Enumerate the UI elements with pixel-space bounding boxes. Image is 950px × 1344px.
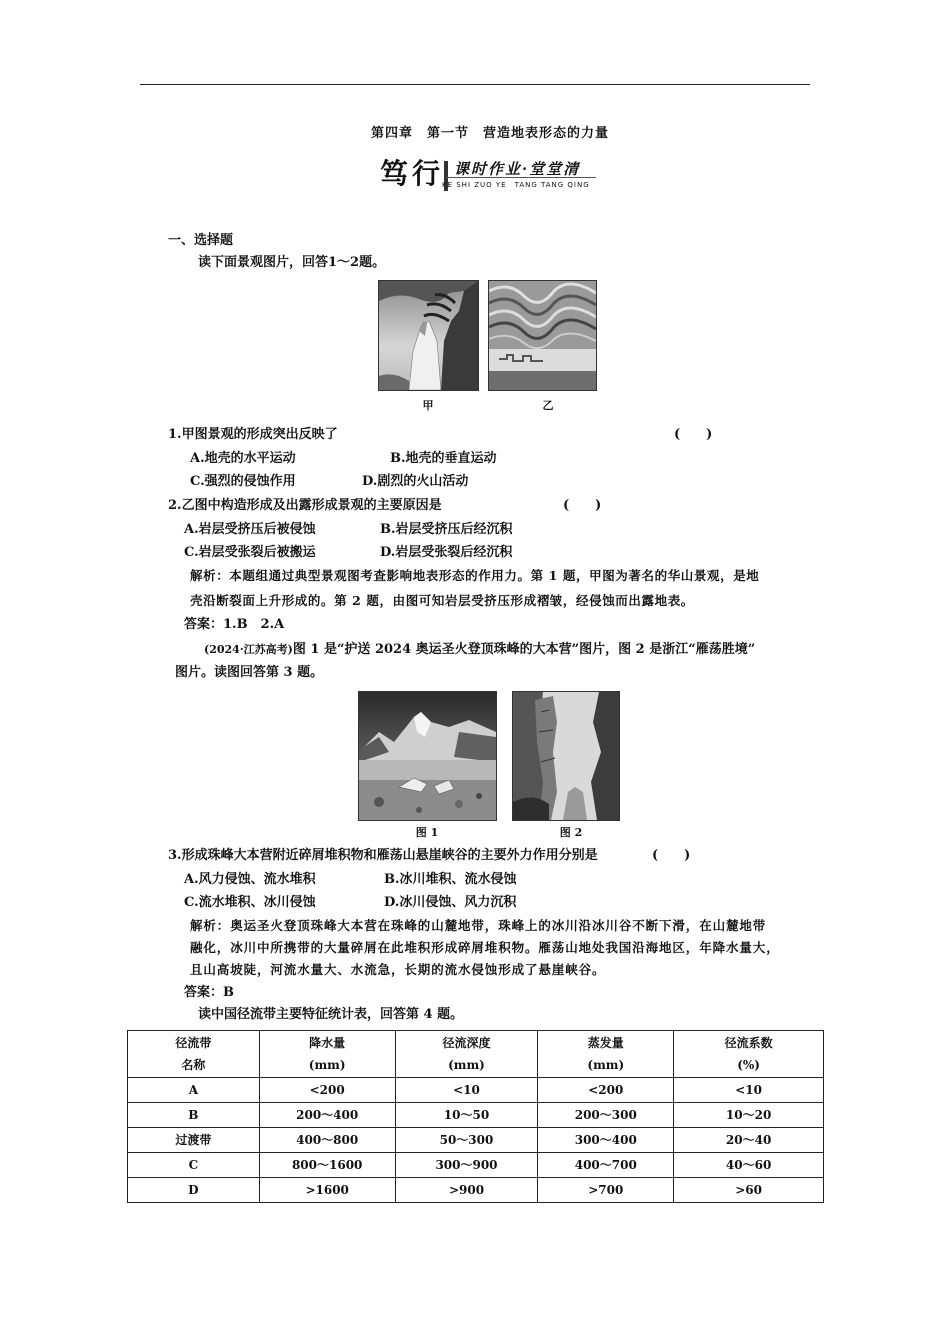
table-cell: 300～400 bbox=[538, 1128, 674, 1153]
q1-bracket: ( ) bbox=[674, 427, 713, 442]
photo-jia-drawing bbox=[379, 281, 478, 390]
header-cell bbox=[259, 1031, 395, 1078]
photo-yi bbox=[488, 280, 597, 391]
header-cell bbox=[674, 1031, 824, 1078]
q3-option-c[interactable]: C.流水堆积、冰川侵蚀 bbox=[184, 895, 316, 910]
header-line: 名称 bbox=[181, 1058, 206, 1072]
q2-stem: 2.乙图中构造形成及出露形成景观的主要原因是 bbox=[168, 498, 442, 513]
table-row bbox=[128, 1103, 824, 1128]
table-cell: 20～40 bbox=[674, 1128, 824, 1153]
logo-main-text: 笃行 bbox=[380, 157, 445, 190]
table-cell: <10 bbox=[395, 1078, 538, 1103]
q3-bracket: ( ) bbox=[652, 848, 691, 863]
table-cell: 50～300 bbox=[395, 1128, 538, 1153]
table-cell: A bbox=[128, 1078, 260, 1103]
analysis-3-line-3: 且山高坡陡，河流水量大、水流急，长期的流水侵蚀形成了悬崖峡谷。 bbox=[190, 962, 606, 977]
table-cell: 300～900 bbox=[395, 1153, 538, 1178]
table-cell: 200～400 bbox=[259, 1103, 395, 1128]
table-cell: >60 bbox=[674, 1178, 824, 1203]
photo-fig2-drawing bbox=[513, 692, 619, 820]
q2-option-c[interactable]: C.岩层受张裂后被搬运 bbox=[184, 545, 316, 560]
table-row bbox=[128, 1078, 824, 1103]
photo-jia bbox=[378, 280, 479, 391]
header-line: (mm) bbox=[587, 1058, 625, 1072]
intro-q4: 读中国径流带主要特征统计表，回答第 4 题。 bbox=[198, 1007, 464, 1022]
table-cell: <200 bbox=[538, 1078, 674, 1103]
table-cell: 40～60 bbox=[674, 1153, 824, 1178]
q2-option-d[interactable]: D.岩层受张裂后经沉积 bbox=[380, 545, 513, 560]
answer-3: 答案：B bbox=[184, 985, 234, 1000]
table-row bbox=[128, 1153, 824, 1178]
table-cell: >1600 bbox=[259, 1178, 395, 1203]
top-rule bbox=[140, 84, 810, 85]
header-cell bbox=[395, 1031, 538, 1078]
photo-fig1 bbox=[358, 691, 497, 821]
table-cell: D bbox=[128, 1178, 260, 1203]
header-line: 径流深度 bbox=[442, 1036, 491, 1050]
table-cell: 200～300 bbox=[538, 1103, 674, 1128]
caption-fig1: 图 1 bbox=[415, 826, 439, 839]
q2-bracket: ( ) bbox=[563, 498, 602, 513]
source-tag: (2024·江苏高考) bbox=[204, 643, 293, 656]
q1-stem: 1.甲图景观的形成突出反映了 bbox=[168, 427, 338, 442]
table-cell: >900 bbox=[395, 1178, 538, 1203]
table-cell: 10～50 bbox=[395, 1103, 538, 1128]
runoff-zone-table bbox=[127, 1030, 824, 1203]
table-header-row bbox=[128, 1031, 824, 1078]
q3-option-b[interactable]: B.冰川堆积、流水侵蚀 bbox=[384, 872, 517, 887]
analysis-3-line-2: 融化，冰川中所携带的大量碎屑在此堆积形成碎屑堆积物。雁荡山地处我国沿海地区，年降水量大， bbox=[190, 940, 780, 955]
table-cell: C bbox=[128, 1153, 260, 1178]
q1-option-d[interactable]: D.剧烈的火山活动 bbox=[362, 474, 469, 489]
analysis-3-line-1: 解析：奥运圣火登顶珠峰大本营在珠峰的山麓地带，珠峰上的冰川沿冰川谷不断下滑，在山麓地带 bbox=[190, 918, 767, 933]
table-cell: 10～20 bbox=[674, 1103, 824, 1128]
photo-fig1-drawing bbox=[359, 692, 496, 820]
logo-sub-text: 课时作业·堂堂清 bbox=[454, 160, 581, 178]
q1-option-a[interactable]: A.地壳的水平运动 bbox=[190, 451, 296, 466]
table-cell: 800～1600 bbox=[259, 1153, 395, 1178]
intro-q3-line-1 bbox=[204, 641, 755, 659]
q2-option-a[interactable]: A.岩层受挤压后被侵蚀 bbox=[184, 522, 316, 537]
header-line: (%) bbox=[737, 1058, 760, 1072]
intro-q1-2: 读下面景观图片，回答1～2题。 bbox=[198, 255, 386, 270]
header-line: 径流系数 bbox=[724, 1036, 773, 1050]
table-cell: >700 bbox=[538, 1178, 674, 1203]
logo bbox=[380, 155, 610, 195]
photo-yi-drawing bbox=[489, 281, 596, 390]
caption-fig2: 图 2 bbox=[559, 826, 583, 839]
intro-q3-line-2: 图片。读图回答第 3 题。 bbox=[175, 665, 324, 680]
q3-option-a[interactable]: A.风力侵蚀、流水堆积 bbox=[184, 872, 316, 887]
photo-fig2 bbox=[512, 691, 620, 821]
table-cell: <10 bbox=[674, 1078, 824, 1103]
header-line: (mm) bbox=[308, 1058, 346, 1072]
table-cell: <200 bbox=[259, 1078, 395, 1103]
header-line: 蒸发量 bbox=[587, 1036, 624, 1050]
page-title: 第四章 第一节 营造地表形态的力量 bbox=[370, 126, 609, 141]
header-line: 降水量 bbox=[309, 1036, 346, 1050]
analysis-1-line-2: 壳沿断裂面上升形成的。第 2 题，由图可知岩层受挤压形成褶皱，经侵蚀而出露地表。 bbox=[190, 593, 694, 608]
logo-underline bbox=[446, 177, 596, 178]
q1-option-b[interactable]: B.地壳的垂直运动 bbox=[390, 451, 497, 466]
header-cell bbox=[128, 1031, 260, 1078]
table-row bbox=[128, 1178, 824, 1203]
caption-yi: 乙 bbox=[542, 399, 554, 412]
section-heading: 一、选择题 bbox=[168, 233, 234, 248]
answer-1-2: 答案：1.B 2.A bbox=[184, 617, 285, 632]
table-cell: B bbox=[128, 1103, 260, 1128]
header-line: 径流带 bbox=[175, 1036, 212, 1050]
logo-pinyin: KE SHI ZUO YE TANG TANG QING bbox=[442, 181, 590, 189]
q3-option-d[interactable]: D.冰川侵蚀、风力沉积 bbox=[384, 895, 517, 910]
table-cell: 过渡带 bbox=[128, 1128, 260, 1153]
q1-option-c[interactable]: C.强烈的侵蚀作用 bbox=[190, 474, 296, 489]
q2-option-b[interactable]: B.岩层受挤压后经沉积 bbox=[380, 522, 513, 537]
table-cell: 400～800 bbox=[259, 1128, 395, 1153]
caption-jia: 甲 bbox=[422, 399, 434, 412]
q3-stem: 3.形成珠峰大本营附近碎屑堆积物和雁荡山悬崖峡谷的主要外力作用分别是 bbox=[168, 848, 598, 863]
header-line: (mm) bbox=[448, 1058, 485, 1072]
intro-q3-text: 图 1 是“护送 2024 奥运圣火登顶珠峰的大本营”图片，图 2 是浙江“雁荡胜境” bbox=[292, 642, 756, 657]
table-row bbox=[128, 1128, 824, 1153]
table-cell: 400～700 bbox=[538, 1153, 674, 1178]
analysis-1-line-1: 解析：本题组通过典型景观图考查影响地表形态的作用力。第 1 题，甲图为著名的华山景观，是地 bbox=[190, 568, 760, 583]
header-cell bbox=[538, 1031, 674, 1078]
